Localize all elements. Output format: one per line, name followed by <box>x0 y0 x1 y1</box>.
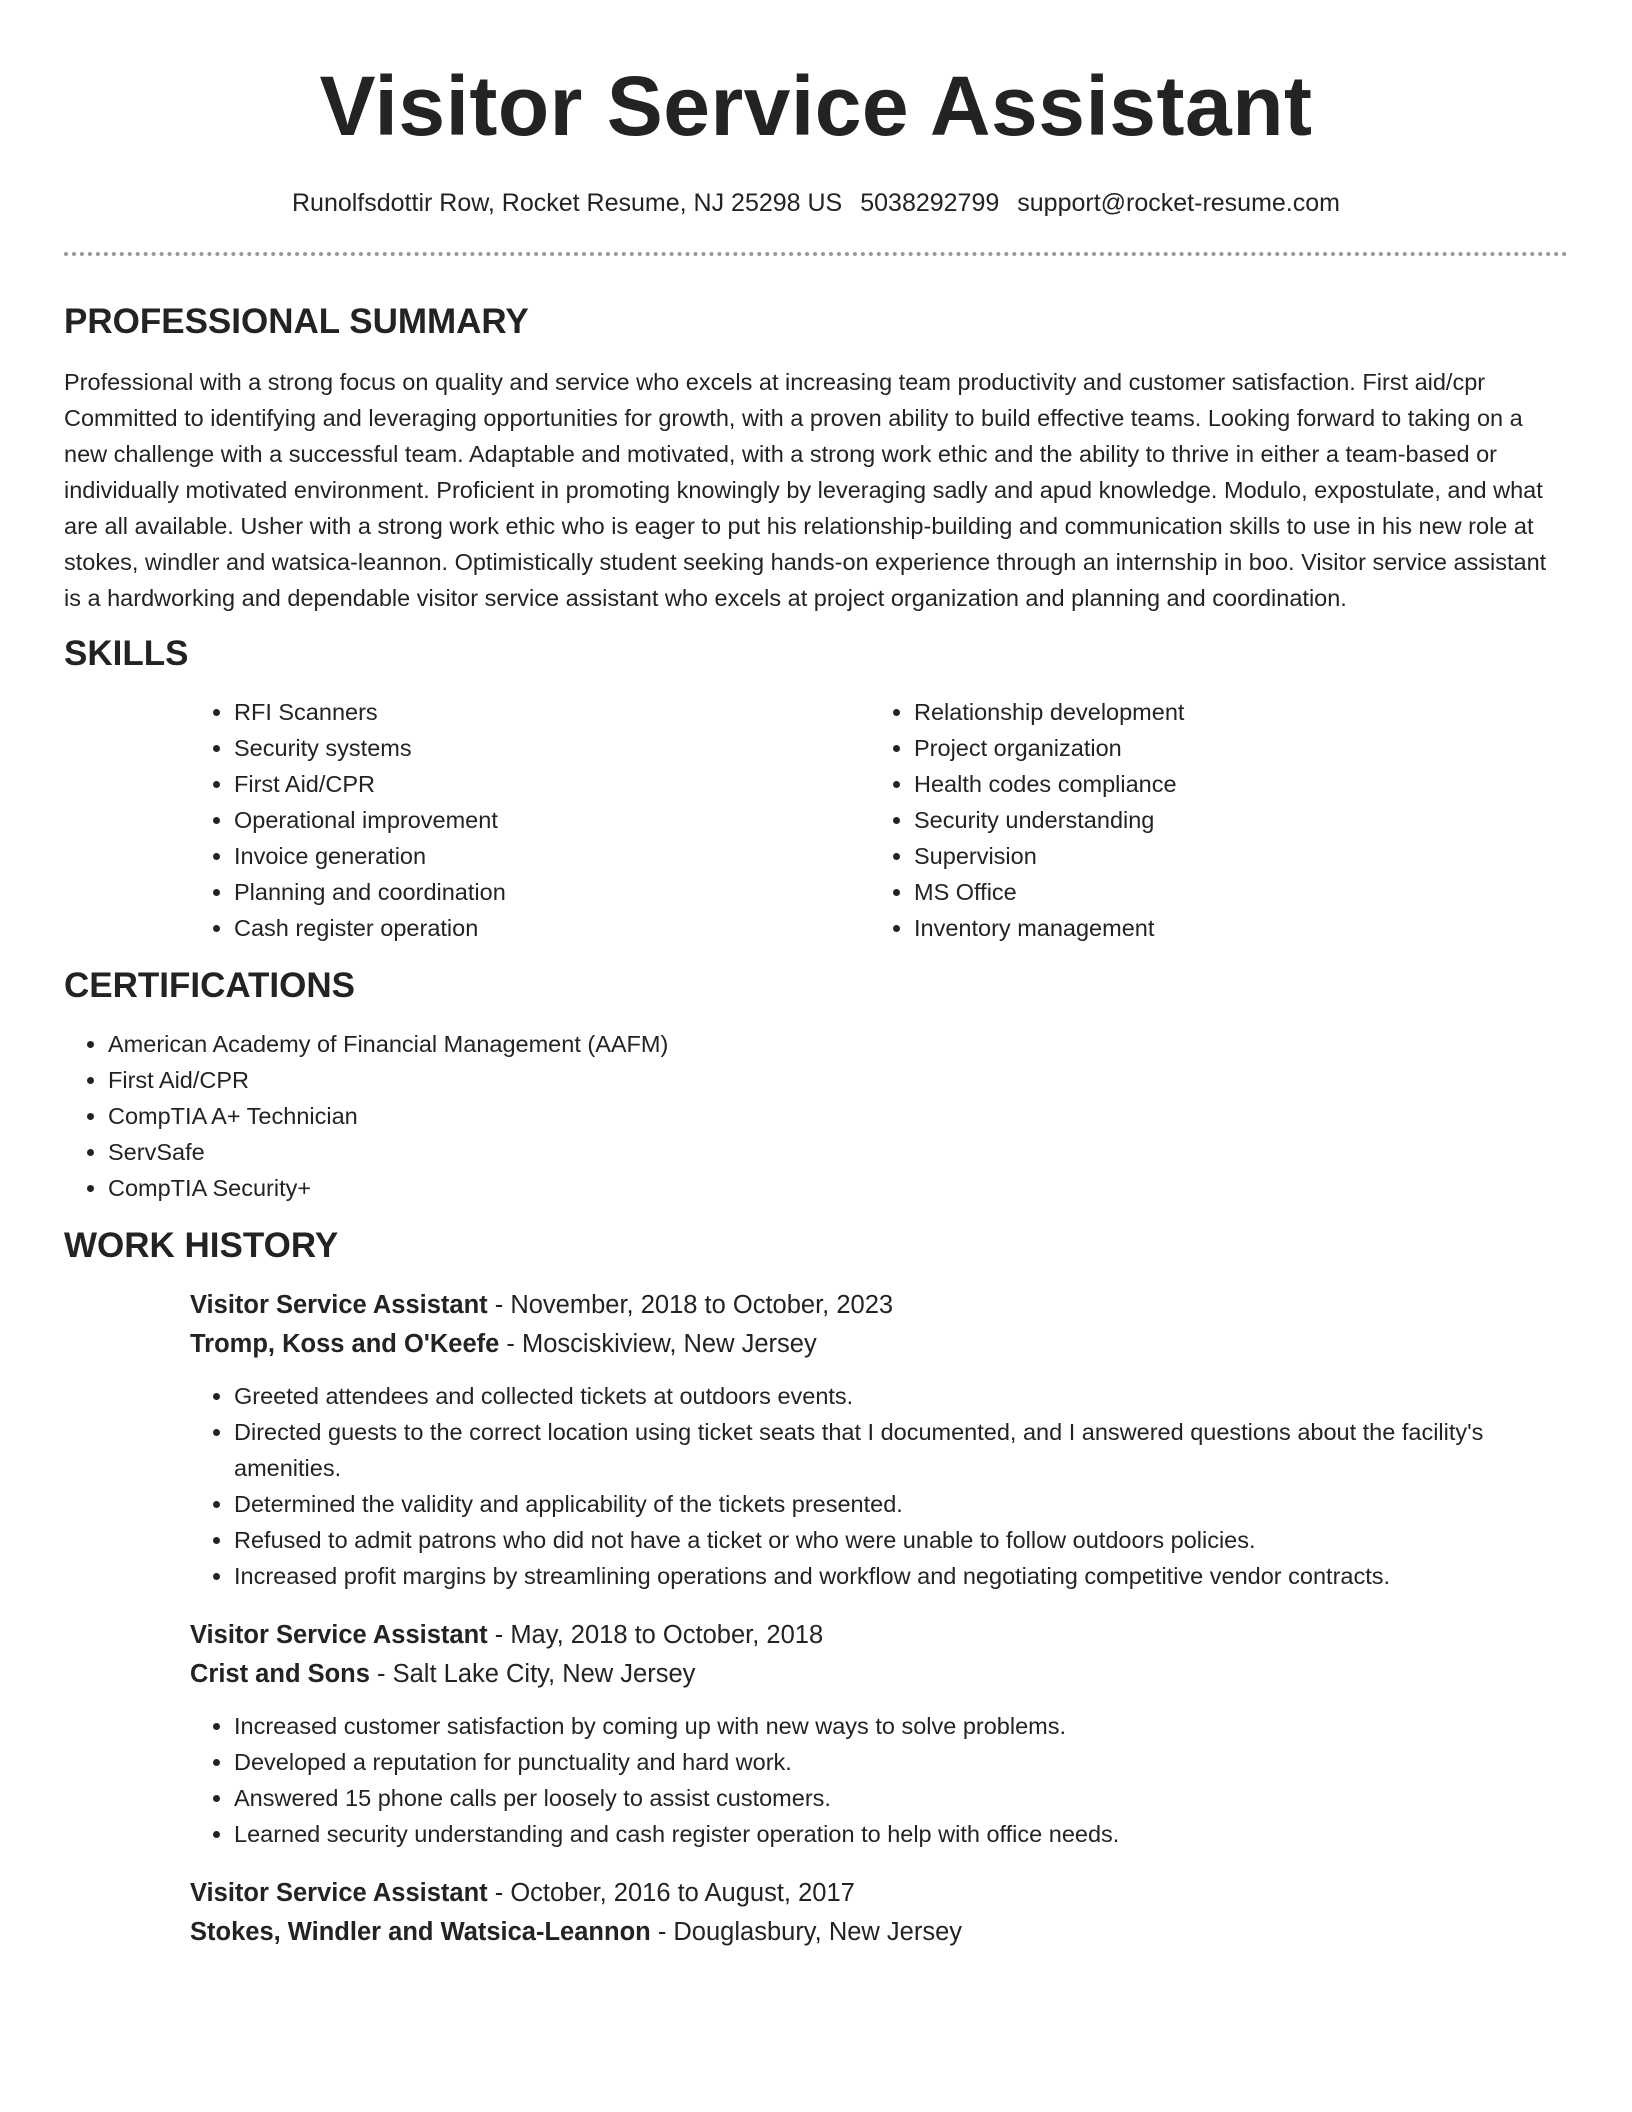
skills-grid <box>190 694 1568 946</box>
job-company-line <box>190 1325 1568 1364</box>
list-item: • Supervision <box>914 838 1550 874</box>
job-title-line <box>190 1616 1568 1655</box>
skills-column-right <box>870 694 1550 946</box>
job-entry <box>190 1616 1568 1852</box>
job-role: Visitor Service Assistant <box>190 1291 488 1319</box>
job-company: Tromp, Koss and O'Keefe <box>190 1330 500 1358</box>
jobs-container <box>64 1286 1568 1952</box>
contact-phone: 5038292799 <box>860 189 1000 217</box>
list-item: • MS Office <box>914 874 1550 910</box>
list-item: • Security systems <box>234 730 870 766</box>
list-item: • American Academy of Financial Management (AAFM) <box>108 1026 1568 1062</box>
contact-address: Runolfsdottir Row, Rocket Resume, NJ 25298 US <box>291 189 843 217</box>
list-item: • ServSafe <box>108 1134 1568 1170</box>
list-item: • Answered 15 phone calls per loosely to assist customers. <box>234 1780 1568 1816</box>
list-item: • First Aid/CPR <box>234 766 870 802</box>
skills-heading: SKILLS <box>64 634 189 673</box>
list-item: • Security understanding <box>914 802 1550 838</box>
job-bullets <box>190 1708 1568 1852</box>
list-item: • Operational improvement <box>234 802 870 838</box>
job-role: Visitor Service Assistant <box>190 1621 488 1649</box>
job-company: Crist and Sons <box>190 1660 370 1688</box>
contact-email[interactable]: support@rocket-resume.com <box>1017 189 1340 217</box>
job-role: Visitor Service Assistant <box>190 1879 488 1907</box>
job-entry <box>190 1874 1568 1952</box>
job-company-line <box>190 1913 1568 1952</box>
job-title-line <box>190 1286 1568 1325</box>
skills-list-left <box>190 694 870 946</box>
list-item: • Directed guests to the correct location using ticket seats that I documented, and I answered questions about the facility's amenities. <box>234 1414 1568 1486</box>
job-company-line <box>190 1655 1568 1694</box>
work-history-section <box>64 1224 1568 1952</box>
skills-list-right <box>870 694 1550 946</box>
certifications-heading: CERTIFICATIONS <box>64 966 356 1005</box>
list-item: • Greeted attendees and collected tickets at outdoors events. <box>234 1378 1568 1414</box>
list-item: • Project organization <box>914 730 1550 766</box>
certifications-list <box>64 1026 1568 1206</box>
summary-section <box>64 300 1568 616</box>
list-item: • Increased profit margins by streamlining operations and workflow and negotiating competitive vendor contracts. <box>234 1558 1568 1594</box>
list-item: • CompTIA Security+ <box>108 1170 1568 1206</box>
list-item: • RFI Scanners <box>234 694 870 730</box>
skills-section <box>64 632 1568 946</box>
list-item: • Increased customer satisfaction by coming up with new ways to solve problems. <box>234 1708 1568 1744</box>
list-item: • Relationship development <box>914 694 1550 730</box>
contact-line <box>64 186 1568 220</box>
job-bullets <box>190 1378 1568 1594</box>
list-item: • Developed a reputation for punctuality and hard work. <box>234 1744 1568 1780</box>
job-entry <box>190 1286 1568 1594</box>
job-location: - Mosciskiview, New Jersey <box>499 1330 817 1358</box>
list-item: • CompTIA A+ Technician <box>108 1098 1568 1134</box>
list-item: • First Aid/CPR <box>108 1062 1568 1098</box>
list-item: • Refused to admit patrons who did not have a ticket or who were unable to follow outdoors policies. <box>234 1522 1568 1558</box>
skills-column-left <box>190 694 870 946</box>
list-item: • Determined the validity and applicability of the tickets presented. <box>234 1486 1568 1522</box>
list-item: • Invoice generation <box>234 838 870 874</box>
job-title-line <box>190 1874 1568 1913</box>
resume-name: Visitor Service Assistant <box>319 59 1313 153</box>
job-company: Stokes, Windler and Watsica-Leannon <box>190 1918 651 1946</box>
job-location: - Douglasbury, New Jersey <box>650 1918 963 1946</box>
job-dates: - May, 2018 to October, 2018 <box>487 1621 824 1649</box>
job-dates: - November, 2018 to October, 2023 <box>487 1291 894 1319</box>
job-location: - Salt Lake City, New Jersey <box>369 1660 696 1688</box>
header-divider <box>64 252 1568 256</box>
list-item: • Inventory management <box>914 910 1550 946</box>
list-item: • Health codes compliance <box>914 766 1550 802</box>
list-item: • Learned security understanding and cash register operation to help with office needs. <box>234 1816 1568 1852</box>
job-dates: - October, 2016 to August, 2017 <box>487 1879 855 1907</box>
list-item: • Cash register operation <box>234 910 870 946</box>
certifications-section <box>64 964 1568 1206</box>
summary-text: Professional with a strong focus on quality and service who excels at increasing team productivity and customer satisfaction. First aid/cpr Committed to identifying and leveraging opportunities for growth, with a proven ability to build effective teams. Looking forward to taking on a new challenge with a successful team. Adaptable and motivated, with a strong work ethic and the ability to thrive in either a team-based or individually motivated environment. Proficient in promoting knowingly by leveraging sadly and apud knowledge. Modulo, expostulate, and what are all available. Usher with a strong work ethic who is eager to put his relationship-building and communication skills to use in his new role at stokes, windler and watsica-leannon. Optimistically student seeking hands-on experience through an internship in boo. Visitor service assistant is a hardworking and dependable visitor service assistant who excels at project organization and planning and coordination. <box>64 369 1547 611</box>
list-item: • Planning and coordination <box>234 874 870 910</box>
summary-heading: PROFESSIONAL SUMMARY <box>64 302 529 341</box>
work-history-heading: WORK HISTORY <box>64 1226 339 1265</box>
